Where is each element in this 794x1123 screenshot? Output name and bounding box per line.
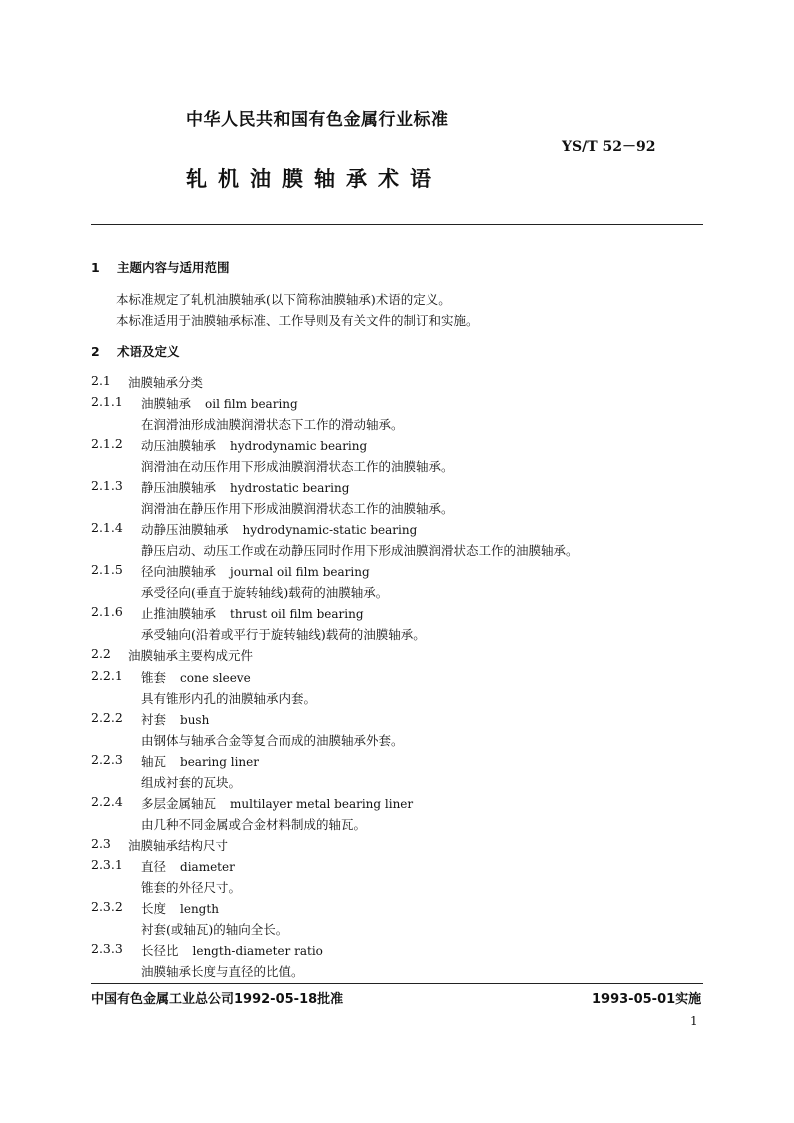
section-number: 2 xyxy=(91,344,100,359)
term-entry xyxy=(141,941,323,959)
term-zh: 止推油膜轴承 xyxy=(141,606,217,621)
term-entry xyxy=(141,436,367,454)
term-zh: 多层金属轴瓦 xyxy=(141,796,217,811)
term-number: 2.1.4 xyxy=(91,520,123,535)
term-entry xyxy=(141,394,298,412)
term-en: bush xyxy=(180,713,210,727)
term-entry xyxy=(141,857,235,875)
term-definition: 润滑油在静压作用下形成油膜润滑状态工作的油膜轴承。 xyxy=(141,501,454,516)
term-zh: 直径 xyxy=(141,859,167,874)
term-zh: 长度 xyxy=(141,901,167,916)
section-number: 1 xyxy=(91,260,100,275)
term-definition: 由几种不同金属或合金材料制成的轴瓦。 xyxy=(141,817,367,832)
page-number: 1 xyxy=(690,1014,698,1028)
term-definition: 润滑油在动压作用下形成油膜润滑状态工作的油膜轴承。 xyxy=(141,459,454,474)
term-zh: 径向油膜轴承 xyxy=(141,564,217,579)
standard-code: YS/T 52－92 xyxy=(562,139,656,155)
term-number: 2.1.1 xyxy=(91,394,123,409)
term-number: 2.1.2 xyxy=(91,436,123,451)
term-zh: 长径比 xyxy=(141,943,179,958)
term-zh: 动压油膜轴承 xyxy=(141,438,217,453)
term-entry xyxy=(141,899,219,917)
subsection-title: 油膜轴承主要构成元件 xyxy=(128,648,254,663)
term-en: length-diameter ratio xyxy=(192,944,323,958)
term-definition: 组成衬套的瓦块。 xyxy=(141,775,242,790)
term-entry xyxy=(141,710,209,728)
term-number: 2.2.1 xyxy=(91,668,123,683)
term-entry xyxy=(141,520,417,538)
term-en: thrust oil film bearing xyxy=(230,607,364,621)
term-entry xyxy=(141,604,364,622)
document-title: 轧机油膜轴承术语 xyxy=(186,167,442,191)
term-number: 2.3.2 xyxy=(91,899,123,914)
term-en: cone sleeve xyxy=(180,671,251,685)
term-number: 2.1.6 xyxy=(91,604,123,619)
term-en: diameter xyxy=(180,860,235,874)
term-number: 2.3.1 xyxy=(91,857,123,872)
term-en: hydrodynamic bearing xyxy=(230,439,368,453)
term-definition: 在润滑油形成油膜润滑状态下工作的滑动轴承。 xyxy=(141,417,404,432)
header-divider xyxy=(91,224,703,225)
term-zh: 锥套 xyxy=(141,670,167,685)
term-entry xyxy=(141,794,413,812)
paragraph: 本标准适用于油膜轴承标准、工作导则及有关文件的制订和实施。 xyxy=(116,313,479,328)
term-en: journal oil film bearing xyxy=(230,565,370,579)
term-entry xyxy=(141,562,370,580)
section-title: 主题内容与适用范围 xyxy=(117,260,230,275)
subsection-number: 2.3 xyxy=(91,836,111,851)
term-zh: 衬套 xyxy=(141,712,167,727)
term-number: 2.1.5 xyxy=(91,562,123,577)
term-en: length xyxy=(180,902,219,916)
term-definition: 锥套的外径尺寸。 xyxy=(141,880,242,895)
term-en: oil film bearing xyxy=(205,397,298,411)
section-2-heading xyxy=(91,342,180,360)
term-definition: 静压启动、动压工作或在动静压同时作用下形成油膜润滑状态工作的油膜轴承。 xyxy=(141,543,579,558)
subsection-title: 油膜轴承结构尺寸 xyxy=(128,838,229,853)
approval-note: 中国有色金属工业总公司1992-05-18批准 xyxy=(91,992,344,1007)
term-number: 2.2.2 xyxy=(91,710,123,725)
term-number: 2.2.3 xyxy=(91,752,123,767)
term-zh: 轴瓦 xyxy=(141,754,167,769)
term-definition: 由钢体与轴承合金等复合而成的油膜轴承外套。 xyxy=(141,733,404,748)
term-definition: 承受径向(垂直于旋转轴线)载荷的油膜轴承。 xyxy=(141,585,389,600)
section-1-heading xyxy=(91,258,230,276)
term-en: multilayer metal bearing liner xyxy=(230,797,414,811)
term-en: bearing liner xyxy=(180,755,259,769)
term-entry xyxy=(141,478,349,496)
footer-divider xyxy=(91,983,703,984)
term-number: 2.1.3 xyxy=(91,478,123,493)
term-zh: 静压油膜轴承 xyxy=(141,480,217,495)
term-entry xyxy=(141,668,251,686)
paragraph: 本标准规定了轧机油膜轴承(以下简称油膜轴承)术语的定义。 xyxy=(116,292,451,307)
issuing-body-title: 中华人民共和国有色金属行业标准 xyxy=(186,110,449,130)
subsection-number: 2.1 xyxy=(91,373,111,388)
term-definition: 具有锥形内孔的油膜轴承内套。 xyxy=(141,691,317,706)
term-zh: 动静压油膜轴承 xyxy=(141,522,229,537)
subsection-number: 2.2 xyxy=(91,646,111,661)
term-en: hydrostatic bearing xyxy=(230,481,350,495)
subsection-title: 油膜轴承分类 xyxy=(128,375,204,390)
term-number: 2.2.4 xyxy=(91,794,123,809)
term-entry xyxy=(141,752,259,770)
term-number: 2.3.3 xyxy=(91,941,123,956)
term-definition: 承受轴向(沿着或平行于旋转轴线)载荷的油膜轴承。 xyxy=(141,627,426,642)
effective-date: 1993-05-01实施 xyxy=(592,992,702,1007)
term-zh: 油膜轴承 xyxy=(141,396,192,411)
term-definition: 衬套(或轴瓦)的轴向全长。 xyxy=(141,922,289,937)
term-definition: 油膜轴承长度与直径的比值。 xyxy=(141,964,304,979)
section-title: 术语及定义 xyxy=(117,344,180,359)
term-en: hydrodynamic-static bearing xyxy=(242,523,418,537)
